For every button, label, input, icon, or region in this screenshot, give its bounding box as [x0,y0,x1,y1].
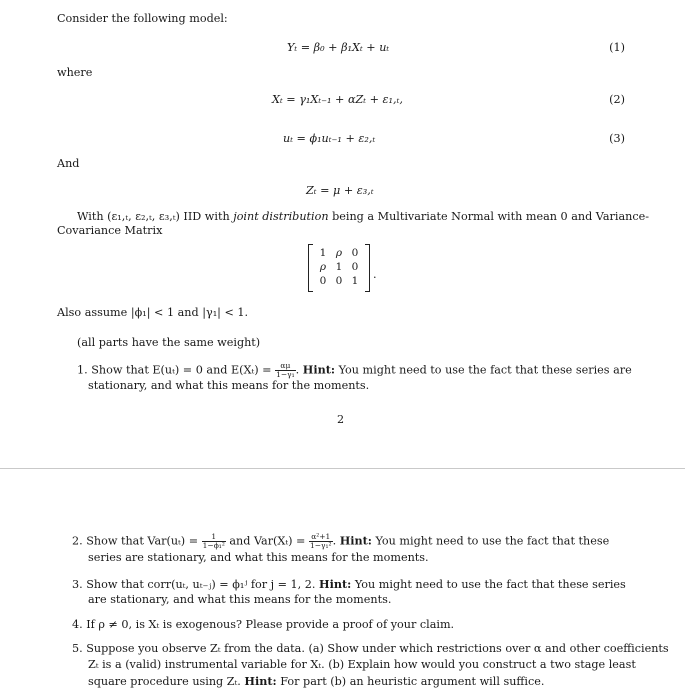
question-5-line-3: square procedure using Zₜ. Hint: For part (b) an heuristic argument will suffice. [88,674,545,688]
matrix-cell: 0 [335,275,343,287]
equation-2: Xₜ = γ₁Xₜ₋₁ + αZₜ + ε₁,ₜ, [272,93,403,106]
and-text: And [57,157,80,170]
equation-1: Yₜ = β₀ + β₁Xₜ + uₜ [287,41,390,54]
question-5-line-1: 5. Suppose you observe Zₜ from the data. (a) Show under which restrictions over α and other coefficients [72,642,669,655]
equation-2-number: (2) [609,93,625,106]
matrix-cell: 0 [351,247,359,259]
page-number: 2 [337,413,345,426]
question-3-line-1: 3. Show that corr(uₜ, uₜ₋ⱼ) = ϕ₁ʲ for j = 1, 2. Hint: You might need to use the fact that these series [72,577,626,591]
question-1-line-1: 1. Show that E(uₜ) = 0 and E(Xₜ) = $\frac{\alpha\mu}{\text{1−γ₁}}$ . Hint: You might need to use the fact that these series are [77,361,632,379]
fraction: $\frac{1}{\text{1−ϕ₁²}}$ [202,532,225,550]
matrix-table [315,246,363,288]
left-bracket [308,244,313,292]
covariance-matrix [308,244,370,292]
equation-1-number: (1) [609,41,625,54]
question-2-line-2: series are stationary, and what this means for the moments. [88,551,429,564]
matrix-period: . [373,268,377,281]
equation-3-number: (3) [609,132,625,145]
question-5-line-2: Zₜ is a (valid) instrumental variable for Xₜ. (b) Explain how would you construct a two stage least [88,658,636,671]
question-2-line-1: 2. Show that Var(uₜ) = $\frac{1}{\text{1−ϕ₁²}}$ and Var(Xₜ) = $\frac{\text{α²+1}}{\text{1−γ₁²}}$ . Hint: You might need to use the fact that these [72,532,610,550]
matrix-cell: ρ [335,247,343,259]
where-text: where [57,66,93,79]
right-bracket [365,244,370,292]
fraction: $\frac{\text{α²+1}}{\text{1−γ₁²}}$ [310,532,332,550]
matrix-cell: 0 [351,261,359,273]
equation-3: uₜ = ϕ₁uₜ₋₁ + ε₂,ₜ [283,132,376,145]
matrix-cell: 0 [319,275,327,287]
fraction: $\frac{\alpha\mu}{\text{1−γ₁}}$ [276,361,295,379]
matrix-cell: 1 [319,247,327,259]
intro-text: Consider the following model: [57,12,228,25]
question-4: 4. If ρ ≠ 0, is Xₜ is exogenous? Please provide a proof of your claim. [72,618,455,631]
iid-line-2: Covariance Matrix [57,224,163,237]
page-divider [0,468,685,469]
matrix-cell: 1 [335,261,343,273]
matrix-cell: ρ [319,261,327,273]
question-3-line-2: are stationary, and what this means for the moments. [88,593,392,606]
assumption-text: Also assume |ϕ₁| < 1 and |γ₁| < 1. [57,306,249,319]
matrix-cell: 1 [351,275,359,287]
question-1-line-2: stationary, and what this means for the moments. [88,379,370,392]
weight-note: (all parts have the same weight) [77,336,261,349]
iid-line-1: With (ε₁,ₜ, ε₂,ₜ, ε₃,ₜ) IID with joint distribution being a Multivariate Normal with mean 0 and Variance- [77,210,649,223]
equation-4: Zₜ = μ + ε₃,ₜ [306,184,374,197]
